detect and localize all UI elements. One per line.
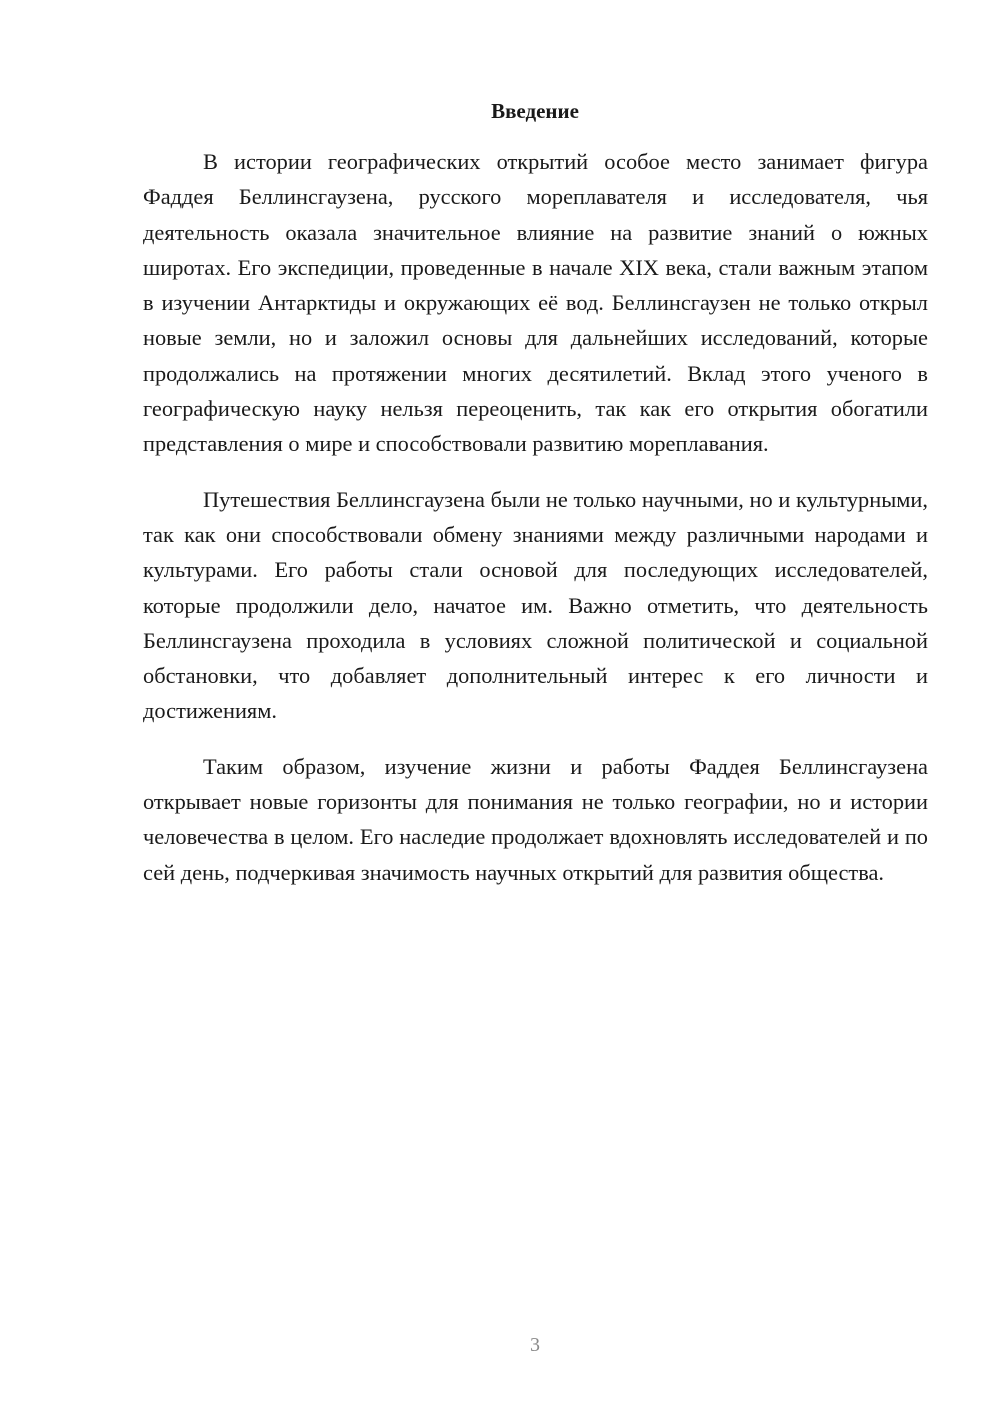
paragraph-2: Путешествия Беллинсгаузена были не только научными, но и культурными, так как они способствовали обмену знаниями между различными народами и культурами. Его работы стали основой для последующих исследователей, которые продолжили дело, начатое им. Важно отметить, что деятельность Беллинсгаузена проходила в условиях сложной политической и социальной обстановки, что добавляет дополнительный интерес к его личности и достижениям. [143, 486, 928, 724]
paragraph-1: В истории географических открытий особое место занимает фигура Фаддея Беллинсгаузена, русского мореплавателя и исследователя, чья деятельность оказала значительное влияние на развитие знаний о южных широтах. Его экспедиции, проведенные в начале XIX века, стали важным этапом в изучении Антарктиды и окружающих её вод. Беллинсгаузен не только открыл новые земли, но и заложил основы для дальнейших исследований, которые продолжались на протяжении многих десятилетий. Вклад этого ученого в географическую науку нельзя переоценить, так как его открытия обогатили представления о мире и способствовали развитию мореплавания. [143, 149, 928, 457]
paragraph-3: Таким образом, изучение жизни и работы Фаддея Беллинсгаузена открывает новые горизонты для понимания не только географии, но и истории человечества в целом. Его наследие продолжает вдохновлять исследователей и по сей день, подчеркивая значимость научных открытий для развития общества. [143, 753, 928, 885]
page-number: 3 [530, 1334, 540, 1356]
body-text [143, 144, 928, 890]
section-heading: Введение [491, 99, 579, 123]
